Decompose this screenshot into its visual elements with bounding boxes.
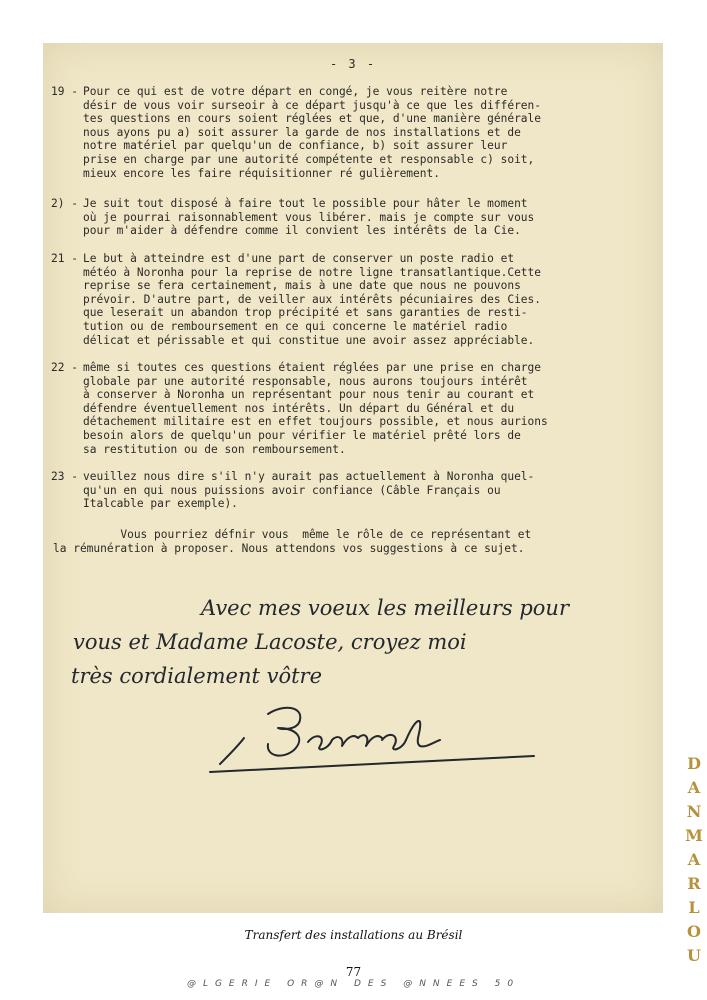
watermark bbox=[682, 752, 706, 968]
text-line: tes questions en cours soient réglées et que, d'une manière générale bbox=[83, 112, 542, 126]
text-line: mieux encore les faire réquisitionner ré gulièrement. bbox=[83, 166, 440, 180]
paragraph-21 bbox=[43, 252, 663, 347]
paragraph-number: 19 - bbox=[51, 85, 78, 98]
text-line: à conserver à Noronha un représentant pour nous tenir au courant et bbox=[83, 388, 535, 402]
text-line: besoin alors de quelqu'un pour vérifier le matériel prêté lors de bbox=[83, 428, 521, 442]
paragraph-number: 21 - bbox=[51, 252, 78, 265]
handwritten-line: Avec mes voeux les meilleurs pour bbox=[201, 596, 569, 620]
text-line: sa restitution ou de son remboursement. bbox=[83, 442, 346, 456]
watermark-letter: O bbox=[687, 922, 701, 941]
paragraph-23 bbox=[43, 470, 663, 511]
text-line: qu'un en qui nous puissions avoir confiance (Câble Français ou bbox=[83, 483, 501, 497]
watermark-letter: N bbox=[686, 802, 702, 821]
watermark-letter: R bbox=[687, 874, 701, 893]
watermark-letter: L bbox=[688, 898, 700, 917]
text-line: météo à Noronha pour la reprise de notre ligne transatlantique.Cette bbox=[83, 265, 542, 279]
watermark-letter: A bbox=[687, 778, 701, 797]
signature-image bbox=[208, 698, 538, 778]
text-line: Vous pourriez défnir vous même le rôle de ce représentant et bbox=[53, 528, 532, 541]
text-line: défendre éventuellement nos intérêts. Un départ du Général et du bbox=[83, 401, 515, 415]
letter-page-number: - 3 - bbox=[329, 57, 377, 71]
text-line: désir de vous voir surseoir à ce départ jusqu'à ce que les différen- bbox=[83, 98, 542, 112]
text-line: Pour ce qui est de votre départ en congé, je vous reitère notre bbox=[83, 85, 508, 98]
text-line: reprise se fera certainement, mais à une date que nous ne pouvons bbox=[83, 279, 521, 293]
text-line: où je pourrai raisonnablement vous libérer. mais je compte sur vous bbox=[83, 210, 535, 224]
text-line: tution ou de remboursement en ce qui concerne le matériel radio bbox=[83, 319, 508, 333]
paragraph-20 bbox=[43, 197, 663, 238]
text-line: même si toutes ces questions étaient réglées par une prise en charge bbox=[83, 361, 542, 374]
text-line: Je suit tout disposé à faire tout le possible pour hâter le moment bbox=[83, 197, 528, 210]
handwritten-line: très cordialement vôtre bbox=[71, 664, 323, 688]
text-line: nous ayons pu a) soit assurer la garde de nos installations et de bbox=[83, 125, 521, 139]
text-line: notre matériel par quelqu'un de confiance, b) soit assurer leur bbox=[83, 139, 508, 153]
text-line: délicat et périssable et qui constitue une avoir assez appréciable. bbox=[83, 333, 535, 347]
text-line: veuillez nous dire s'il n'y aurait pas actuellement à Noronha quel- bbox=[83, 470, 535, 483]
paragraph-number: 2) - bbox=[51, 197, 78, 210]
handwritten-closing bbox=[63, 591, 653, 691]
paragraph-number: 22 - bbox=[51, 361, 78, 374]
page-number: 77 bbox=[345, 965, 362, 979]
paragraph-22 bbox=[43, 361, 663, 456]
watermark-letter: D bbox=[687, 754, 701, 773]
text-line: pour m'aider à défendre comme il convient les intérêts de la Cie. bbox=[83, 224, 521, 238]
text-line: Italcable par exemple). bbox=[83, 497, 238, 511]
handwritten-line: vous et Madame Lacoste, croyez moi bbox=[73, 630, 467, 654]
text-line: globale par une autorité responsable, nous aurons toujours intérêt bbox=[83, 374, 528, 388]
text-line: la rémunération à proposer. Nous attendons vos suggestions à ce sujet. bbox=[53, 541, 525, 555]
footer-title: @LGERIE OR@N DES @NNEES 50 bbox=[186, 979, 521, 989]
paragraph-number: 23 - bbox=[51, 470, 78, 483]
text-line: prévoir. D'autre part, de veiller aux intérêts pécuniaires des Cies. bbox=[83, 292, 542, 306]
paragraph-19 bbox=[43, 85, 663, 180]
text-line: prise en charge par une autorité compétente et responsable c) soit, bbox=[83, 152, 535, 166]
watermark-letter: M bbox=[685, 826, 703, 845]
figure-caption: Transfert des installations au Brésil bbox=[244, 928, 463, 942]
watermark-letter: U bbox=[687, 946, 701, 965]
scanned-letter bbox=[43, 43, 663, 913]
text-line: que leserait un abandon trop précipité et sans garanties de resti- bbox=[83, 306, 528, 320]
closing-paragraph bbox=[43, 528, 663, 555]
watermark-letter: A bbox=[687, 850, 701, 869]
text-line: Le but à atteindre est d'une part de conserver un poste radio et bbox=[83, 252, 515, 265]
text-line: détachement militaire est en effet toujours possible, et nous aurions bbox=[83, 415, 548, 429]
